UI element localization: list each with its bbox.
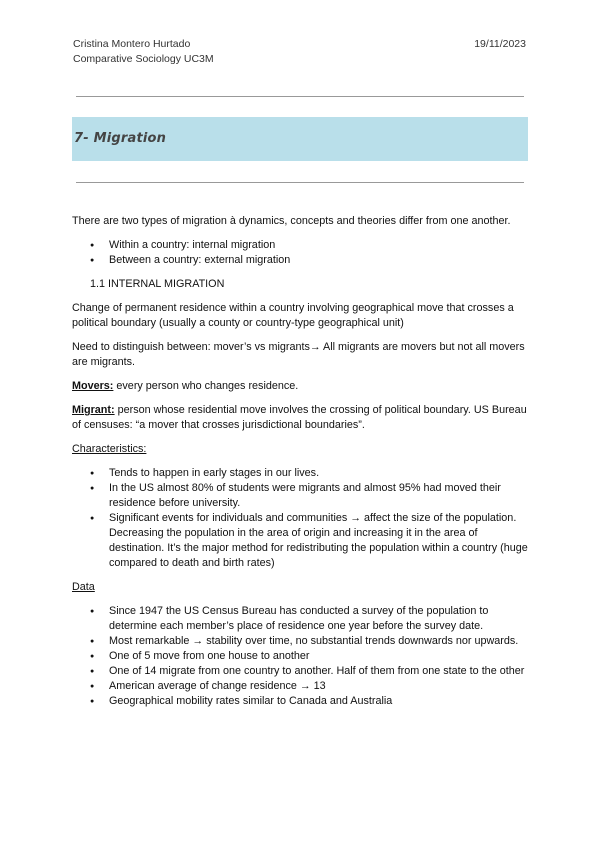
- distinguish-paragraph: Need to distinguish between: mover’s vs migrants→ All migrants are movers but not all movers are migrants.: [72, 341, 525, 368]
- header-left: [73, 37, 214, 67]
- list-item: ● One of 14 migrate from one country to another. Half of them from one state to the other: [109, 664, 530, 679]
- migrant-term: Migrant:: [72, 404, 115, 416]
- header-date: 19/11/2023: [474, 38, 526, 50]
- list-item: ● Within a country: internal migration: [109, 238, 530, 253]
- movers-text: every person who changes residence.: [113, 380, 299, 392]
- characteristics-list: [72, 466, 530, 571]
- migrant-text: person whose residential move involves the crossing of political boundary. US Bureau of censuses: “a mover that crosses jurisdictional boundaries”.: [72, 404, 527, 431]
- list-item: ● Most remarkable → stability over time, no substantial trends downwards nor upwards.: [109, 634, 530, 649]
- characteristics-heading: Characteristics:: [72, 443, 147, 455]
- intro-paragraph: There are two types of migration à dynamics, concepts and theories differ from one another.: [72, 215, 511, 227]
- movers-term: Movers:: [72, 380, 114, 392]
- list-item: ● In the US almost 80% of students were migrants and almost 95% had moved their residence before university.: [109, 481, 530, 511]
- list-item: ● American average of change residence → 13: [109, 679, 530, 694]
- internal-migration-heading: 1.1 INTERNAL MIGRATION: [90, 278, 225, 290]
- list-item: ● One of 5 move from one house to another: [109, 649, 530, 664]
- data-list: [72, 604, 530, 709]
- list-item: ● Geographical mobility rates similar to Canada and Australia: [109, 694, 530, 709]
- migrant-definition: [72, 403, 530, 433]
- movers-definition: [72, 379, 530, 394]
- list-item: ● Between a country: external migration: [109, 253, 530, 268]
- course-name: Comparative Sociology UC3M: [73, 53, 214, 65]
- migration-types-list: [72, 238, 530, 268]
- data-heading: Data: [72, 581, 95, 593]
- bottom-divider: [76, 182, 524, 183]
- section-title: 7- Migration: [74, 131, 167, 146]
- author-name: Cristina Montero Hurtado: [73, 38, 191, 50]
- list-item: ● Since 1947 the US Census Bureau has conducted a survey of the population to determine each member’s place of residence one year before the survey date.: [109, 604, 530, 634]
- internal-definition: Change of permanent residence within a country involving geographical move that crosses a political boundary (usually a county or country-type geographical unit): [72, 302, 514, 329]
- top-divider: [76, 96, 524, 97]
- content-body: [72, 214, 530, 718]
- list-item: ● Significant events for individuals and communities → affect the size of the population. Decreasing the population in the area of origin and increasing it in the area of destination. It’s the major method for redistributing the population within a country (huge compared to death and birth rates): [109, 511, 530, 571]
- list-item: ● Tends to happen in early stages in our lives.: [109, 466, 530, 481]
